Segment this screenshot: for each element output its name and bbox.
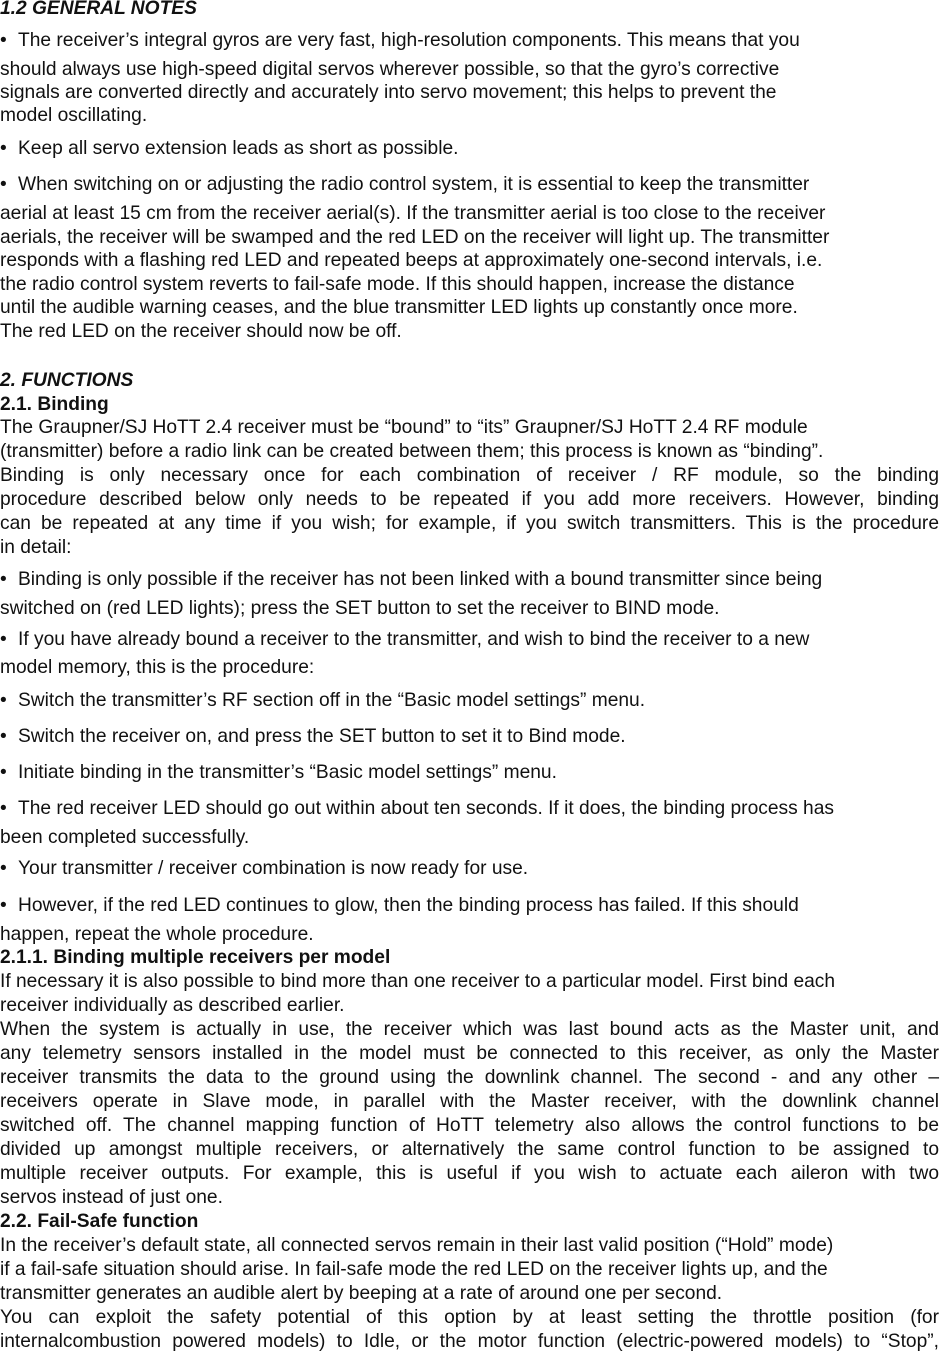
binding-heading: 2.1. Binding — [0, 394, 109, 415]
bullet-item: • However, if the red LED continues to glow, then the binding process has failed. If this should — [0, 895, 799, 916]
bullet-item: • The receiver’s integral gyros are very fast, high-resolution components. This means that you — [0, 30, 800, 51]
text-line: If necessary it is also possible to bind more than one receiver to a particular model. First bind each — [0, 971, 836, 992]
multi-receiver-heading: 2.1.1. Binding multiple receivers per model — [0, 947, 391, 968]
text-line: divided up amongst multiple receivers, or alternatively the same control function to be assigned to — [0, 1139, 939, 1160]
text-line: Binding is only necessary once for each combination of receiver / RF module, so the binding — [0, 465, 939, 486]
text-line: In the receiver’s default state, all connected servos remain in their last valid position (“Hold” mode) — [0, 1235, 834, 1256]
bullet-item: • The red receiver LED should go out within about ten seconds. If it does, the binding process has — [0, 798, 834, 819]
text-line: in detail: — [0, 537, 72, 558]
text-line: happen, repeat the whole procedure. — [0, 924, 314, 945]
text-line: transmitter generates an audible alert by beeping at a rate of around one per second. — [0, 1283, 723, 1304]
bullet-item: • Switch the receiver on, and press the SET button to set it to Bind mode. — [0, 726, 626, 747]
text-line: signals are converted directly and accurately into servo movement; this helps to prevent the — [0, 82, 777, 103]
text-line: been completed successfully. — [0, 827, 250, 848]
bullet-item: • Your transmitter / receiver combination is now ready for use. — [0, 858, 529, 879]
text-line: aerials, the receiver will be swamped and the red LED on the receiver will light up. The transmitter — [0, 227, 830, 248]
text-line: internalcombustion powered models) to Idle, or the motor function (electric-powered models) to “Stop”, — [0, 1331, 939, 1352]
text-line: The red LED on the receiver should now be off. — [0, 321, 402, 342]
text-line: if a fail-safe situation should arise. In fail-safe mode the red LED on the receiver lights up, and the — [0, 1259, 828, 1280]
text-line: When the system is actually in use, the receiver which was last bound acts as the Master unit, and — [0, 1019, 939, 1040]
text-line: can be repeated at any time if you wish; for example, if you switch transmitters. This is the procedure — [0, 513, 939, 534]
text-line: should always use high-speed digital servos wherever possible, so that the gyro’s corrective — [0, 59, 780, 80]
text-line: the radio control system reverts to fail-safe mode. If this should happen, increase the distance — [0, 274, 795, 295]
text-line: multiple receiver outputs. For example, this is useful if you wish to actuate each aileron with two — [0, 1163, 939, 1184]
text-line: receivers operate in Slave mode, in parallel with the Master receiver, with the downlink channel — [0, 1091, 939, 1112]
general-notes-heading: 1.2 GENERAL NOTES — [0, 0, 197, 19]
text-line: switched on (red LED lights); press the SET button to set the receiver to BIND mode. — [0, 598, 720, 619]
text-line: model oscillating. — [0, 105, 148, 126]
text-line: receiver transmits the data to the ground using the downlink channel. The second - and any other – — [0, 1067, 939, 1088]
text-line: You can exploit the safety potential of this option by at least setting the throttle position (for — [0, 1307, 939, 1328]
text-line: procedure described below only needs to be repeated if you add more receivers. However, binding — [0, 489, 939, 510]
bullet-item: • Switch the transmitter’s RF section off in the “Basic model settings” menu. — [0, 690, 646, 711]
bullet-item: • Keep all servo extension leads as short as possible. — [0, 138, 459, 159]
text-line: receiver individually as described earlier. — [0, 995, 345, 1016]
bullet-item: • Binding is only possible if the receiver has not been linked with a bound transmitter since being — [0, 569, 823, 590]
text-line: responds with a flashing red LED and repeated beeps at approximately one-second intervals, i.e. — [0, 250, 823, 271]
functions-heading: 2. FUNCTIONS — [0, 370, 134, 391]
bullet-item: • If you have already bound a receiver to the transmitter, and wish to bind the receiver to a new — [0, 629, 810, 650]
text-line: until the audible warning ceases, and the blue transmitter LED lights up constantly once more. — [0, 297, 798, 318]
text-line: any telemetry sensors installed in the model must be connected to this receiver, as only the Master — [0, 1043, 939, 1064]
bullet-item: • When switching on or adjusting the radio control system, it is essential to keep the transmitter — [0, 174, 810, 195]
text-line: (transmitter) before a radio link can be created between them; this process is known as “binding”. — [0, 441, 824, 462]
text-line: The Graupner/SJ HoTT 2.4 receiver must be “bound” to “its” Graupner/SJ HoTT 2.4 RF module — [0, 417, 808, 438]
text-line: aerial at least 15 cm from the receiver aerial(s). If the transmitter aerial is too close to the receiver — [0, 203, 826, 224]
failsafe-heading: 2.2. Fail-Safe function — [0, 1211, 199, 1232]
bullet-item: • Initiate binding in the transmitter’s “Basic model settings” menu. — [0, 762, 557, 783]
text-line: model memory, this is the procedure: — [0, 657, 315, 678]
text-line: servos instead of just one. — [0, 1187, 223, 1208]
text-line: switched off. The channel mapping function of HoTT telemetry also allows the control functions to be — [0, 1115, 939, 1136]
